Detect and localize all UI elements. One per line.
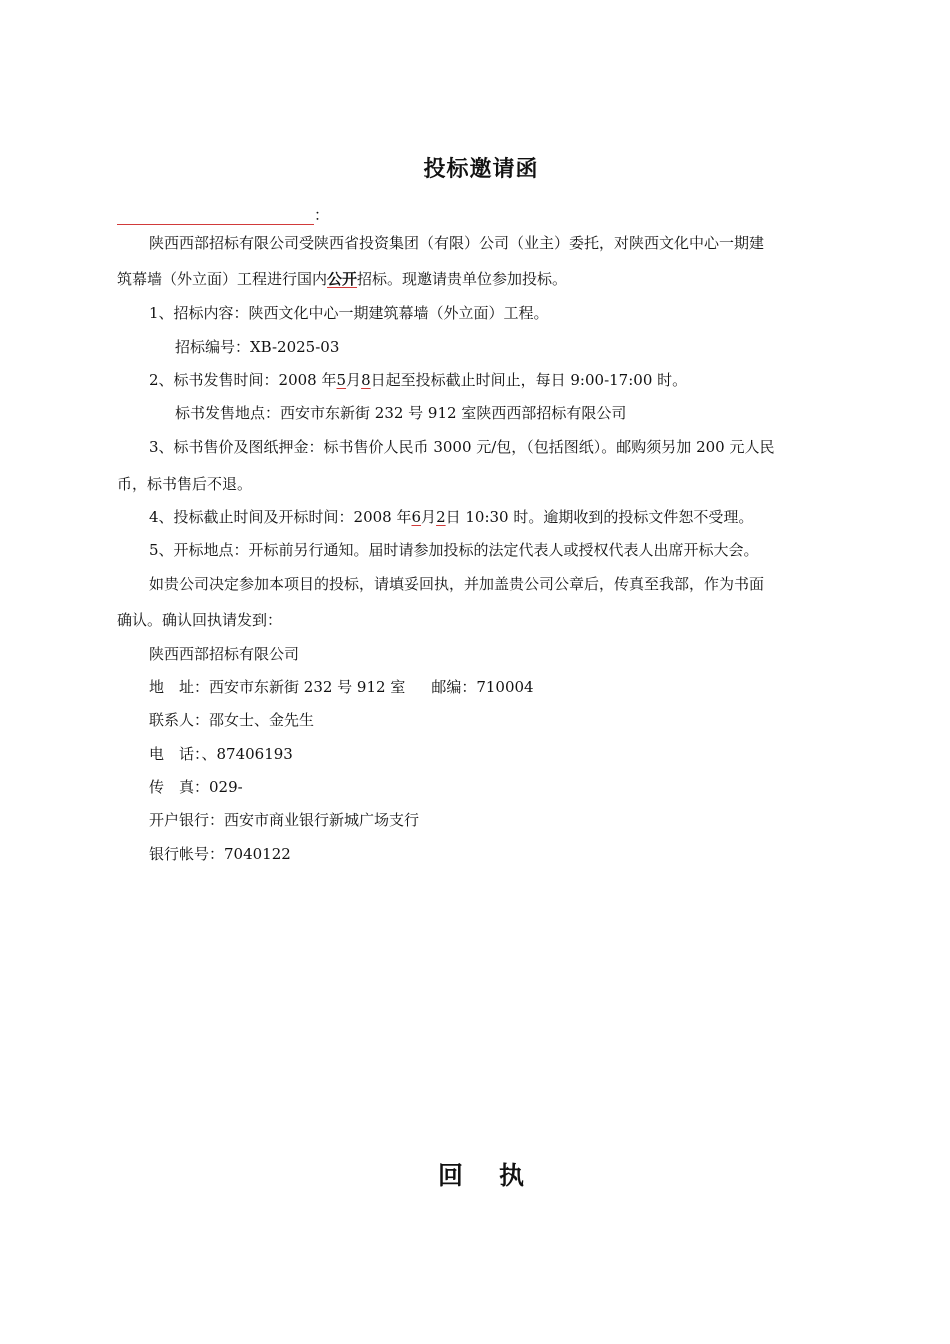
intro-text-a: 筑幕墙（外立面）工程进行国内 [117, 270, 328, 288]
postcode: 邮编：710004 [431, 678, 534, 696]
item-2-month: 5 [336, 371, 347, 389]
item-2-place: 标书发售地点：西安市东新街 232 号 912 室陕西西部招标有限公司 [175, 404, 627, 422]
item-2-day: 8 [361, 371, 371, 389]
bank: 开户银行：西安市商业银行新城广场支行 [149, 811, 420, 829]
fax: 传 真：029- [149, 778, 243, 796]
item-4-a: 4、投标截止时间及开标时间：2008 年 [149, 508, 412, 526]
company-name: 陕西西部招标有限公司 [149, 645, 300, 663]
bank-account: 银行帐号：7040122 [149, 845, 291, 863]
confirm-line-1: 如贵公司决定参加本项目的投标，请填妥回执，并加盖贵公司公章后，传真至我部，作为书面 [149, 575, 765, 593]
salutation-colon: ： [314, 206, 330, 224]
item-4-day: 2 [436, 508, 446, 526]
intro-line-1: 陕西西部招标有限公司受陕西省投资集团（有限）公司（业主）委托，对陕西文化中心一期建 [149, 234, 765, 252]
item-4-month: 6 [411, 508, 422, 526]
item-3-line-2: 币，标书售后不退。 [117, 475, 253, 493]
confirm-line-2: 确认。确认回执请发到： [117, 611, 283, 629]
address: 地 址：西安市东新街 232 号 912 室 [149, 678, 406, 696]
item-2-c: 日起至投标截止时间止，每日 9:00-17:00 时。 [370, 371, 688, 389]
receipt-title-char-2: 执 [499, 1161, 525, 1190]
item-1-code: 招标编号：XB-2025-03 [175, 338, 340, 356]
contact: 联系人：邵女士、金先生 [149, 711, 315, 729]
item-2-b: 月 [346, 371, 362, 389]
page-title: 投标邀请函 [423, 157, 539, 182]
receipt-title-char-1: 回 [437, 1161, 463, 1190]
item-4-c: 日 10:30 时。逾期收到的投标文件恕不受理。 [445, 508, 754, 526]
recipient-line [117, 204, 329, 224]
item-4-b: 月 [421, 508, 437, 526]
address-line [149, 677, 534, 697]
receipt-title [0, 1156, 950, 1192]
intro-public-word: 公开 [327, 270, 358, 288]
item-1: 1、招标内容：陕西文化中心一期建筑幕墙（外立面）工程。 [149, 304, 549, 322]
intro-line-2 [117, 269, 567, 289]
item-2-a: 2、标书发售时间：2008 年 [149, 371, 337, 389]
phone: 电 话：、87406193 [149, 745, 293, 763]
item-2 [149, 370, 687, 390]
recipient-blank [117, 208, 314, 225]
item-4 [149, 507, 753, 527]
intro-text-c: 招标。现邀请贵单位参加投标。 [357, 270, 568, 288]
item-5: 5、开标地点：开标前另行通知。届时请参加投标的法定代表人或授权代表人出席开标大会。 [149, 541, 759, 559]
item-3-line-1: 3、标书售价及图纸押金：标书售价人民币 3000 元/包，（包括图纸）。邮购须另加 200 元人民 [149, 438, 775, 456]
